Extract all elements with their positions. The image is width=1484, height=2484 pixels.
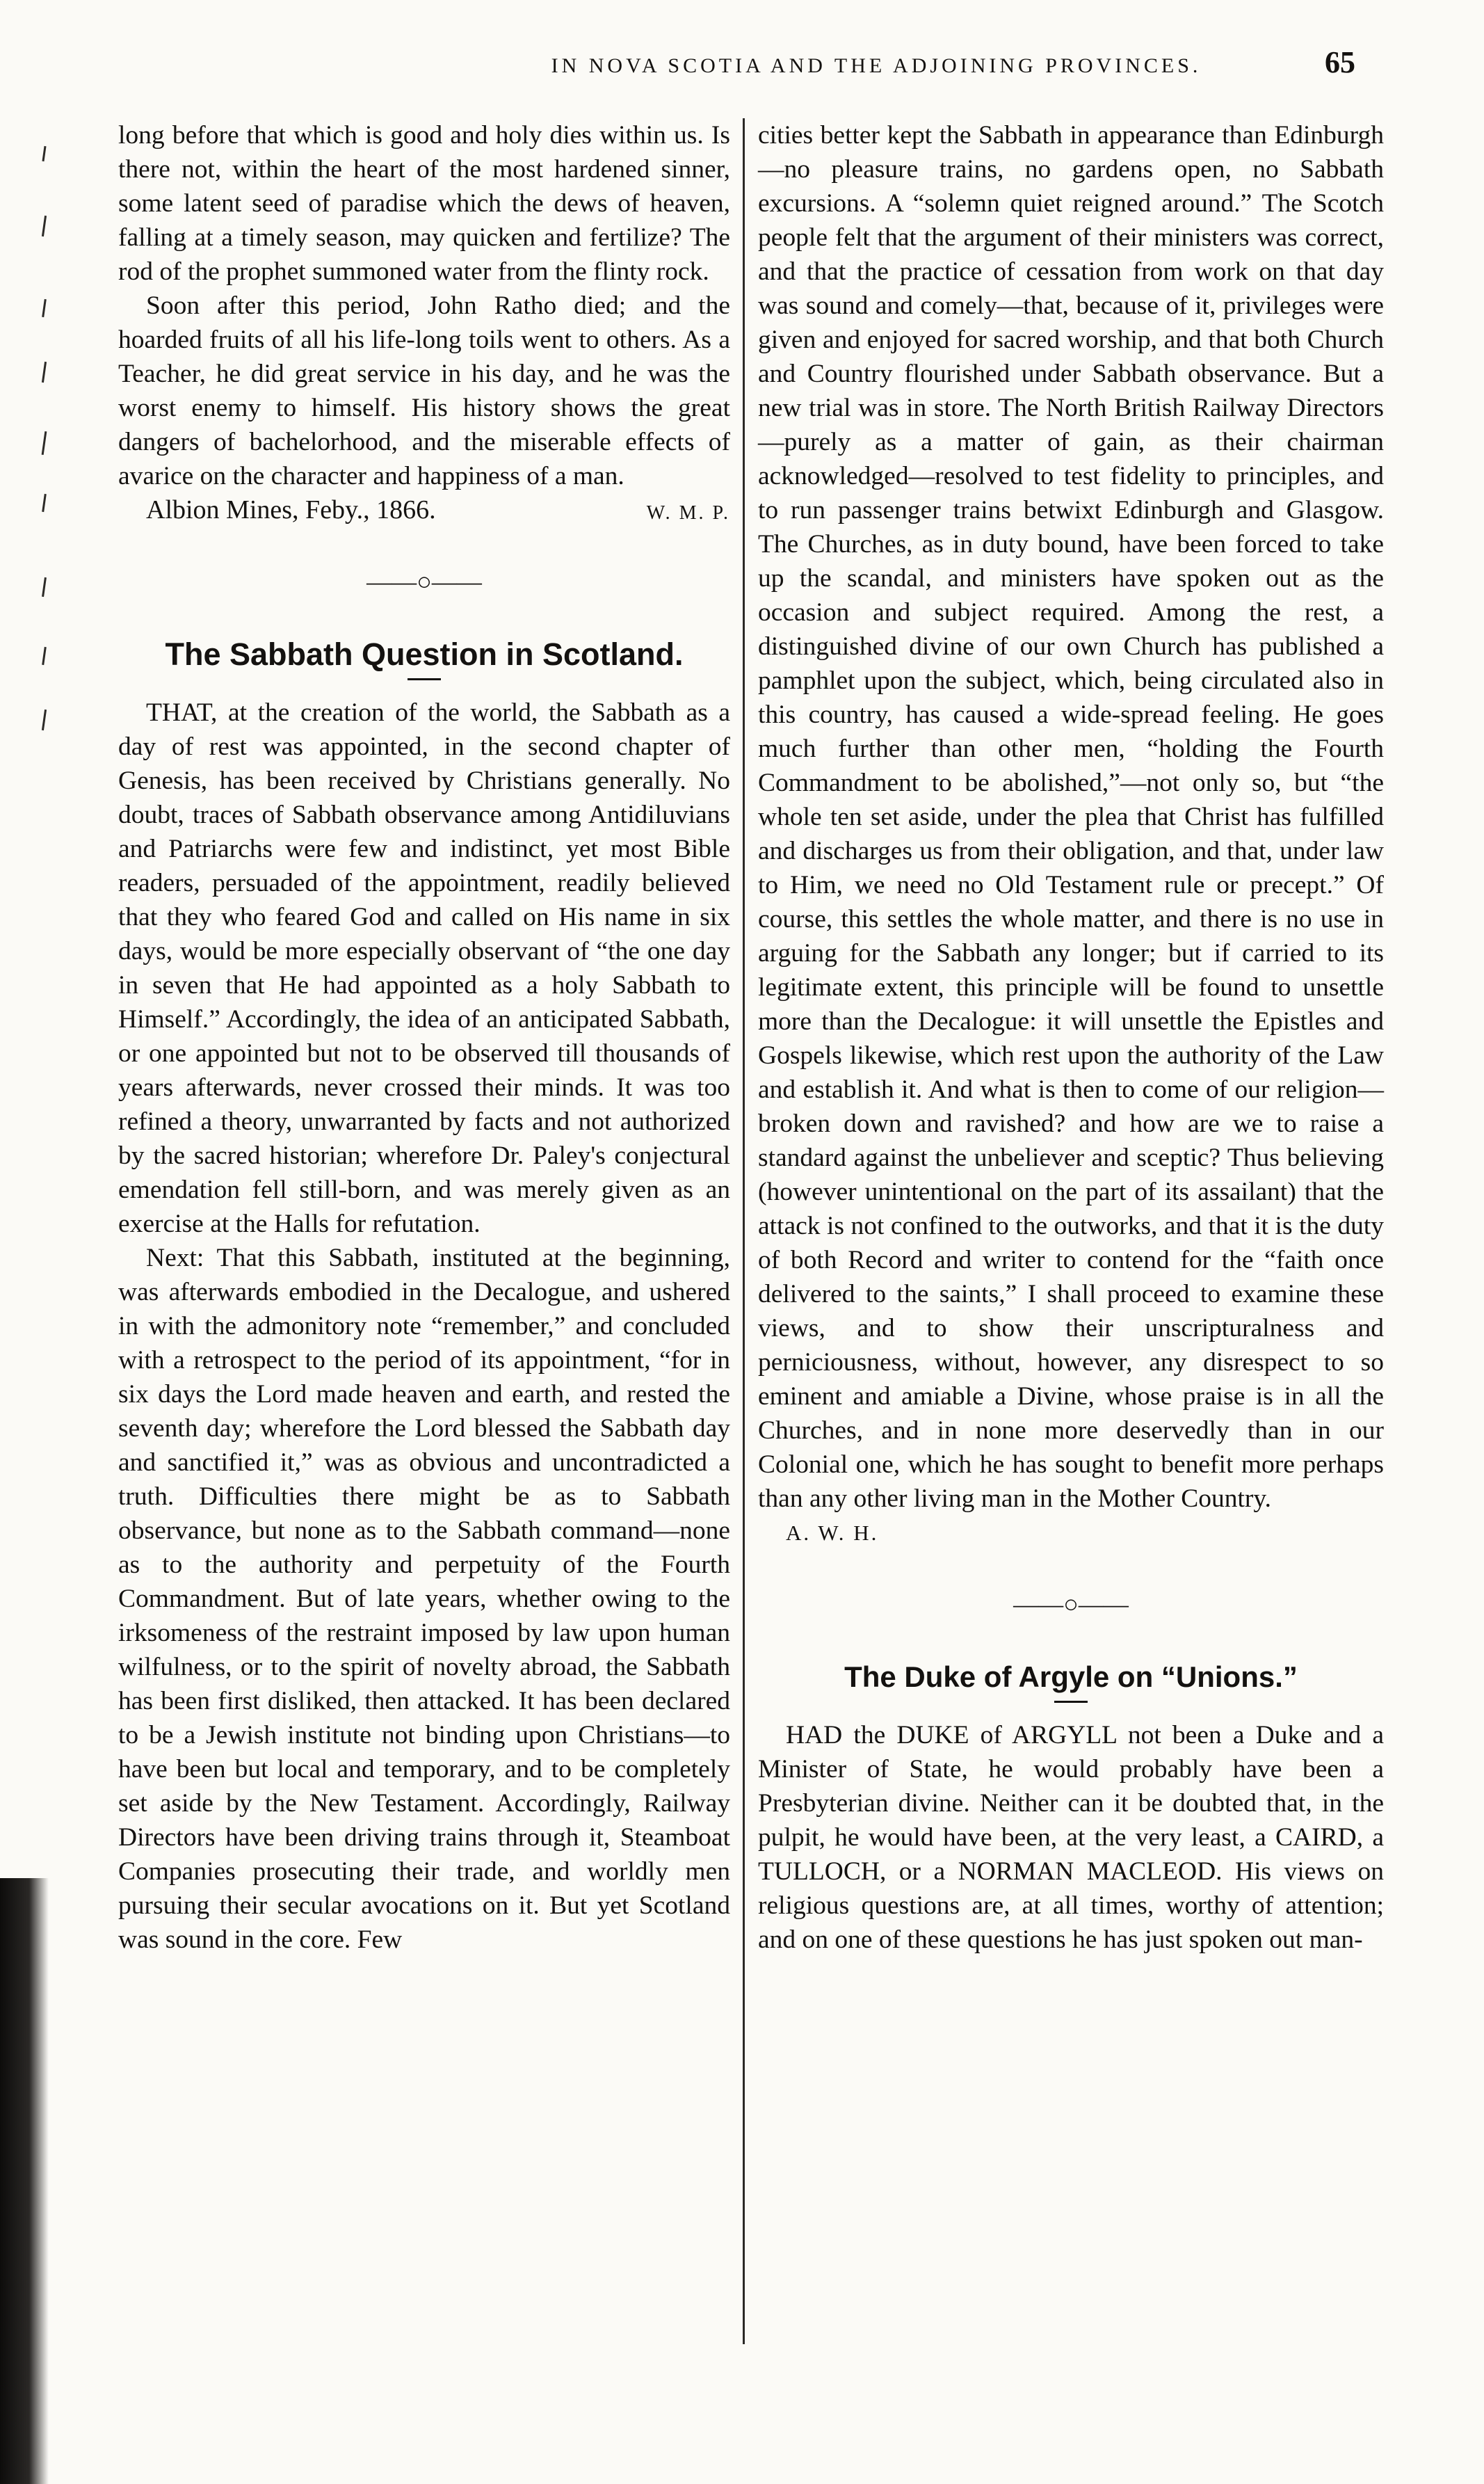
running-header: IN NOVA SCOTIA AND THE ADJOINING PROVINCES. <box>551 54 1202 77</box>
binding-shadow <box>0 1878 49 2484</box>
heading-rule <box>408 678 441 680</box>
ratho-paragraph-text: Soon after this period, John Ratho died; and the hoarded fruits of all his life-long toils went to others. As a Teacher, he did great service in his day, and he was the worst enemy to himself. His history shows the great dangers of bachelorhood, and the miserable effects of avarice on the character and happiness of a man. <box>118 291 730 490</box>
signature-awh: A. W. H. <box>786 1521 879 1545</box>
signature-wmp: W. M. P. <box>646 502 730 524</box>
page-number: 65 <box>1325 45 1355 79</box>
section-divider-right: ——○—— <box>1013 1590 1129 1618</box>
section-divider-left: ——○—— <box>366 568 482 595</box>
article-heading-sabbath: The Sabbath Question in Scotland. <box>165 636 684 672</box>
right-column <box>758 118 1384 1957</box>
article-heading-argyle: The Duke of Argyle on “Unions.” <box>844 1660 1298 1693</box>
sabbath-paragraph-1: THAT, at the creation of the world, the Sabbath as a day of rest was appointed, in the second chapter of Genesis, has been received by Christians generally. No doubt, traces of Sabbath observance among Antidiluvians and Patriarchs were few and indistinct, yet most Bible readers, persuaded of the appointment, readily believed that they who feared God and called on His name in six days, would be more especially observant of “the one day in seven that He had appointed as a holy Sabbath to Himself.” Accordingly, the idea of an anticipated Sabbath, or one appointed but not to be observed till thousands of years afterwards, never crossed their minds. It was too refined a theory, unwarranted by facts and not authorized by the sacred historian; wherefore Dr. Paley's conjectural emendation fell still-born, and was merely given as an exercise at the Halls for refutation. <box>118 698 730 1238</box>
dateline: Albion Mines, Feby., 1866. <box>146 495 436 524</box>
heading-rule <box>1054 1701 1088 1703</box>
column-rule <box>743 118 745 2344</box>
intro-paragraph: long before that which is good and holy dies within us. Is there not, within the heart of the most hardened sinner, some latent seed of paradise which the dews of heaven, falling at a timely season, may quicken and fertilize? The rod of the prophet summoned water from the flinty rock. <box>118 121 730 286</box>
margin-marks <box>43 132 71 967</box>
sabbath-paragraph-2: Next: That this Sabbath, instituted at the beginning, was afterwards embodied in the Decalogue, and ushered in with the admonitory note “remember,” and concluded with a retrospect to the period of its appointment, “for in six days the Lord made heaven and earth, and rested the seventh day; wherefore the Lord blessed the Sabbath day and sanctified it,” was as obvious and uncontradicted a truth. Difficulties there might be as to Sabbath observance, but none as to the Sabbath command—none as to the authority and perpetuity of the Fourth Commandment. But of late years, whether owing to the irksomeness of the restraint imposed by law upon human wilfulness, or to the spirit of novelty abroad, the Sabbath has been first disliked, then attacked. It has been declared to be a Jewish institute not binding upon Christians—to have been but local and temporary, and to be completely set aside by the New Testament. Accordingly, Railway Directors have been driving trains through it, Steamboat Companies prosecuting their trade, and worldly men pursuing their secular avocations on it. But yet Scotland was sound in the core. Few <box>118 1244 730 1954</box>
argyle-paragraph-1: HAD the DUKE of ARGYLL not been a Duke and a Minister of State, he would probably have been a Presbyterian divine. Neither can it be doubted that, in the pulpit, he would have been, at the very least, a CAIRD, a TULLOCH, or a NORMAN MACLEOD. His views on religious questions are, at all times, worthy of attention; and on one of these questions he has just spoken out man- <box>758 1721 1384 1954</box>
left-column <box>118 118 730 1957</box>
sabbath-continuation: cities better kept the Sabbath in appearance than Edinburgh—no pleasure trains, no gardens open, no Sabbath excursions. A “solemn quiet reigned around.” The Scotch people felt that the argument of their ministers was correct, and that the practice of cessation from work on that day was sound and comely—that, because of it, privileges were given and enjoyed for sacred worship, and that both Church and Country flourished under Sabbath observance. But a new trial was in store. The North British Railway Directors—purely as a matter of gain, as their chairman acknowledged—resolved to test fidelity to principles, and to run passenger trains betwixt Edinburgh and Glasgow. The Churches, as in duty bound, have been forced to take up the scandal, and ministers have spoken out as the occasion and subject required. Among the rest, a distinguished divine of our own Church has published a pamphlet upon the subject, which, being circulated also in this country, has caused a wide-spread feeling. He goes much further than other men, “holding the Fourth Commandment to be abolished,”—not only so, but “the whole ten set aside, under the plea that Christ has fulfilled and discharges us from their obligation, and that, under law to Him, we need no Old Testament rule or precept.” Of course, this settles the whole matter, and there is no use in arguing for the Sabbath any longer; but if carried to its legitimate extent, this principle will be found to unsettle more than the Decalogue: it will unsettle the Epistles and Gospels likewise, which rest upon the authority of the Law and establish it. And what is then to come of our religion—broken down and ravished? and how are we to raise a standard against the unbeliever and sceptic? Thus believing (however unintentional on the part of its assailant) that the attack is not confined to the outworks, and that it is the duty of both Record and writer to contend for the “faith once delivered to the saints,” I shall proceed to examine these views, and to show their unscripturalness and perniciousness, without, however, any disrespect to so eminent and amiable a Divine, whose praise is in all the Churches, and in none more deservedly than in our Colonial one, which he has sought to benefit more perhaps than any other living man in the Mother Country. <box>758 121 1384 1513</box>
